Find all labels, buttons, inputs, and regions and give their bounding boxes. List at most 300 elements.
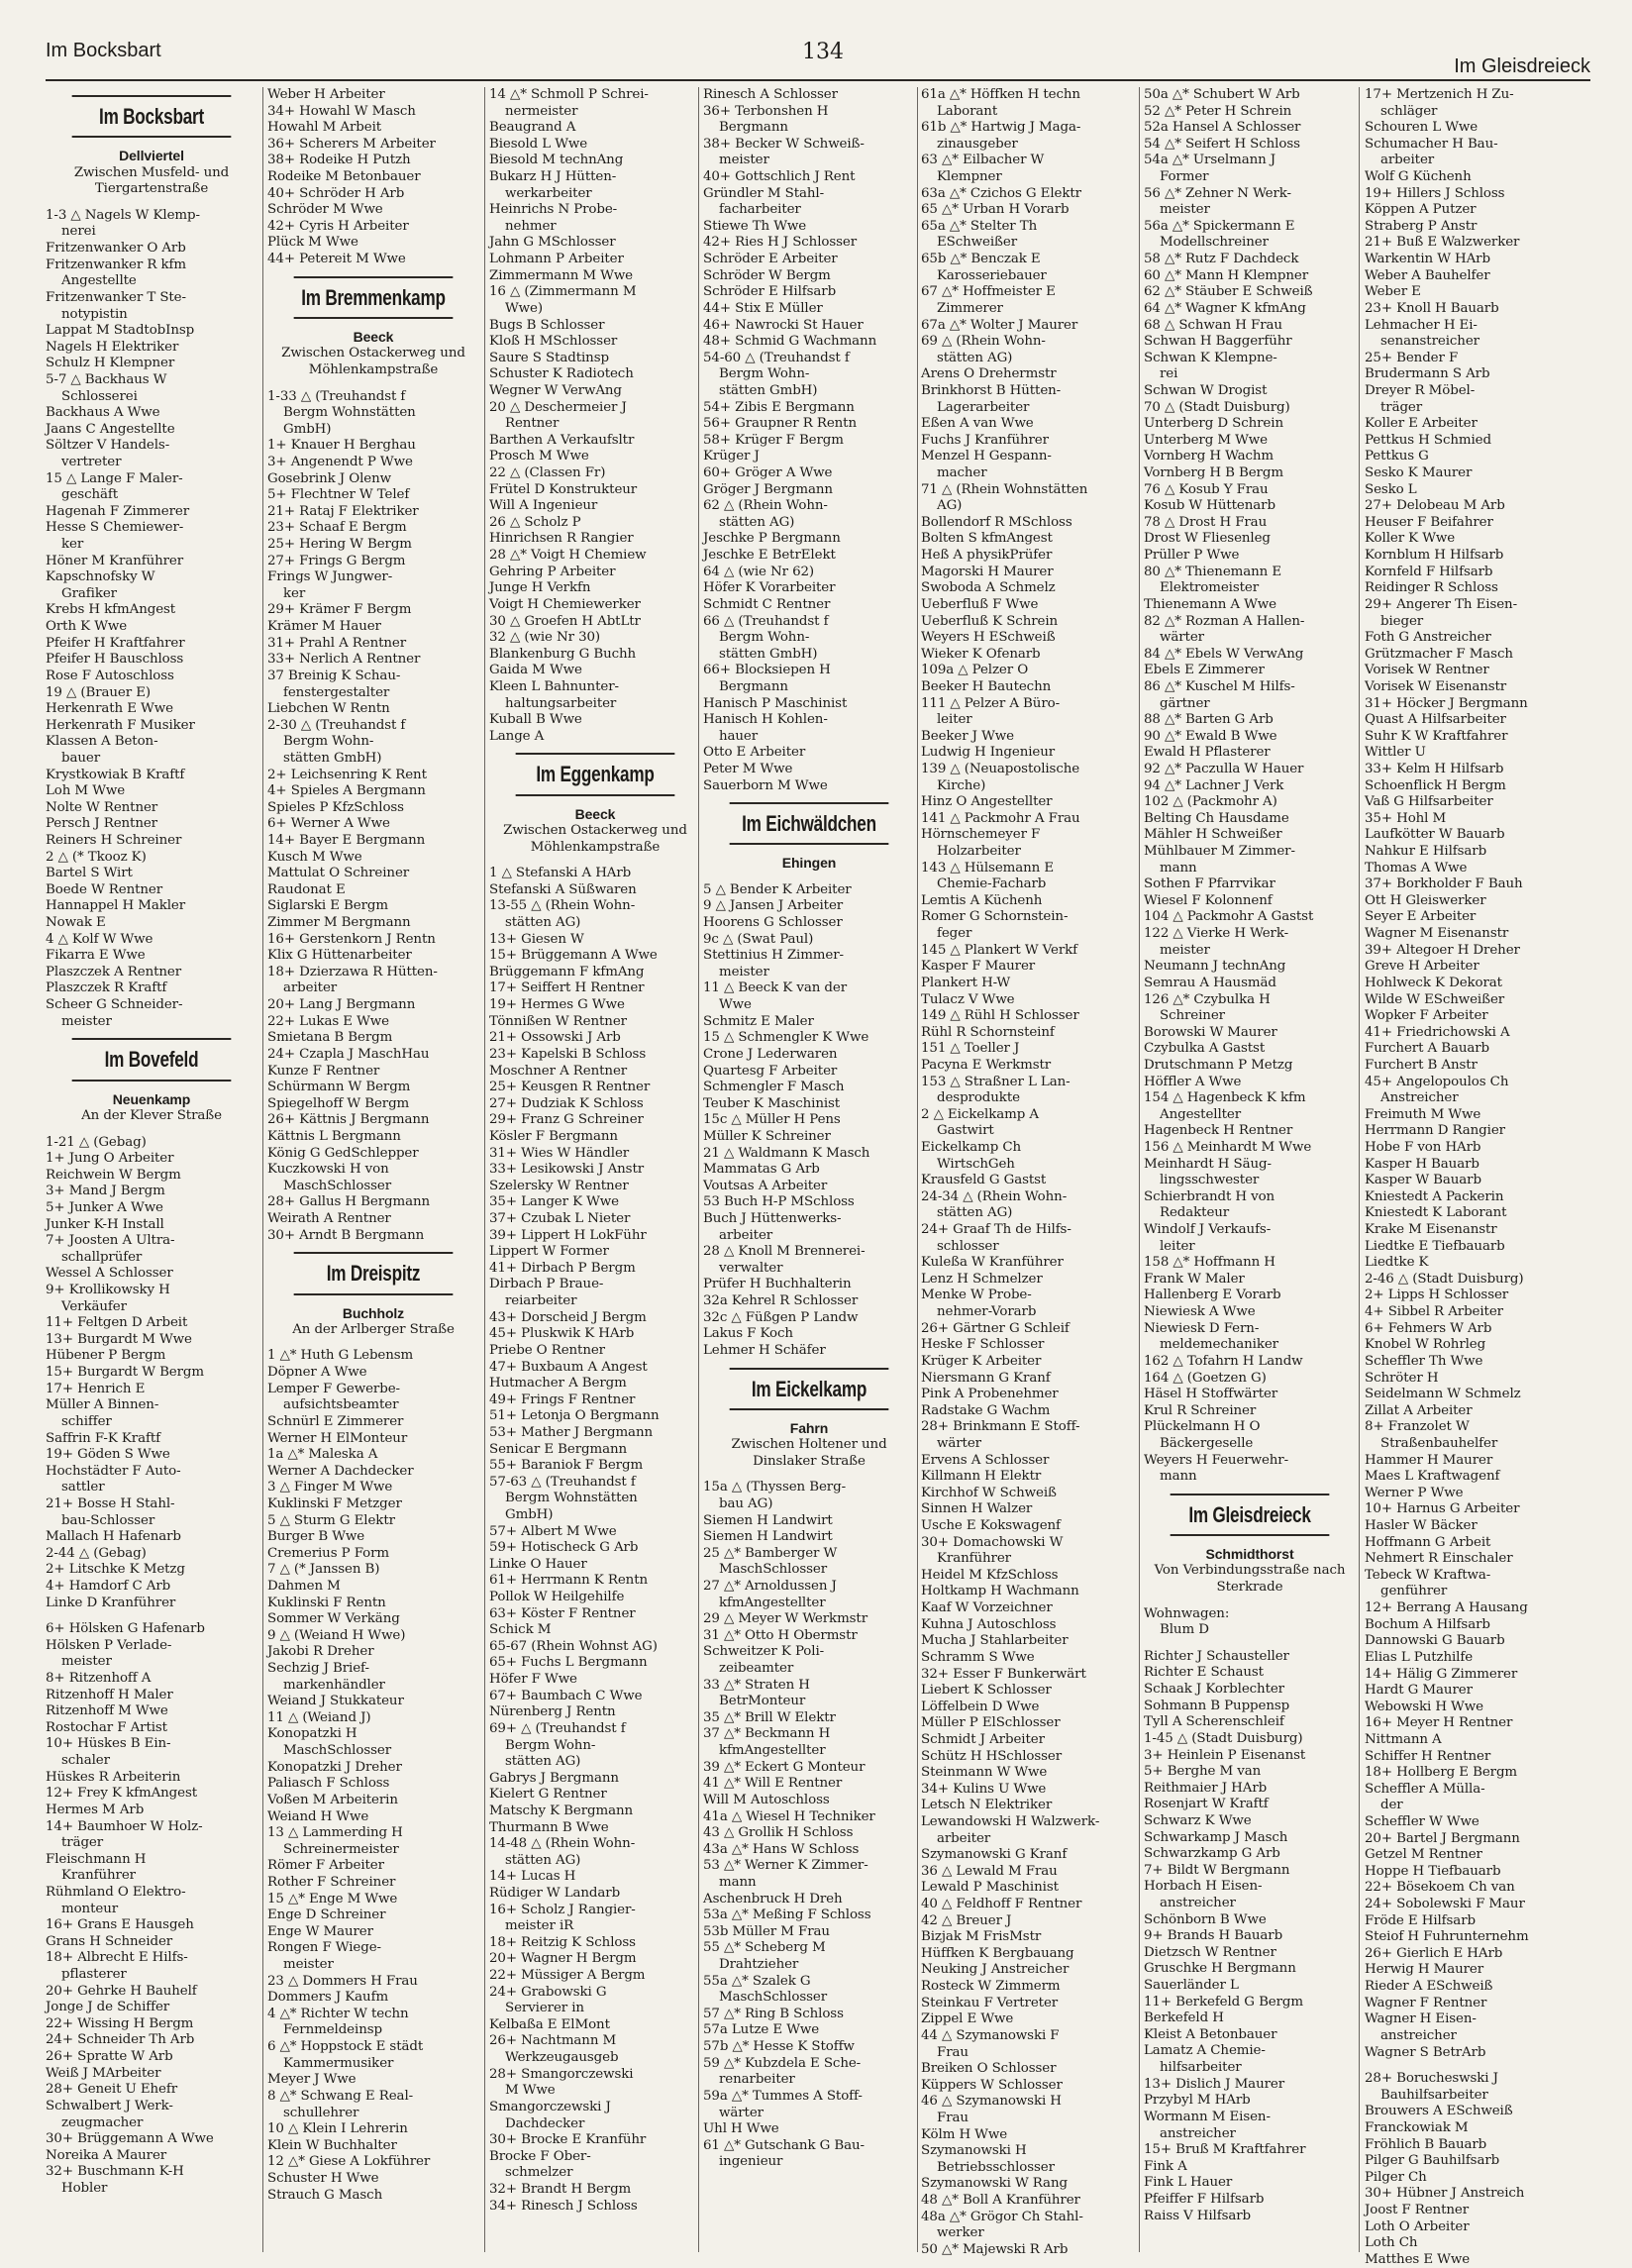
district-name: Buchholz <box>342 1304 405 1321</box>
resident-entry: 22+ Bösekoem Ch van <box>1365 1880 1515 1896</box>
resident-entry-continuation: meister <box>719 964 769 979</box>
resident-entry: Wessel A Schlosser <box>46 1266 173 1282</box>
resident-entry: Fröde E Hilfsarb <box>1365 1912 1476 1928</box>
resident-entry: Krüger J <box>703 449 760 464</box>
resident-entry: 41+ Friedrichowski A <box>1365 1024 1510 1040</box>
resident-entry: Vorisek W Eisenanstr <box>1365 678 1507 694</box>
resident-entry: Fleischmann H <box>46 1851 147 1867</box>
resident-entry: 21+ Rataj F Elektriker <box>267 503 419 519</box>
resident-entry: 143 △ Hülsemann E <box>921 860 1055 876</box>
resident-entry: 19+ Hermes G Wwe <box>489 997 625 1013</box>
resident-entry: 31 △* Otto H Obermstr <box>703 1627 858 1643</box>
resident-entry: Plaszczek R Kraftf <box>46 980 167 996</box>
resident-entry: Niewiesk D Fern- <box>1144 1320 1260 1336</box>
resident-entry: 23 △ Dommers H Frau <box>267 1973 418 1989</box>
resident-entry: 53 Buch H-P MSchloss <box>703 1194 855 1210</box>
resident-entry: Hochstädter F Auto- <box>46 1463 181 1479</box>
resident-entry-continuation: ker <box>283 585 306 601</box>
resident-entry: Sechzig J Brief- <box>267 1661 369 1677</box>
district-name: Fahrn <box>789 1419 829 1436</box>
resident-entry: 6+ Werner A Wwe <box>267 816 390 832</box>
resident-entry: Romer G Schornstein- <box>921 909 1069 925</box>
resident-entry: Prüller P Wwe <box>1144 548 1240 564</box>
resident-entry-continuation: aufsichtsbeamter <box>283 1397 399 1413</box>
resident-entry: 14+ Hälig G Zimmerer <box>1365 1666 1518 1682</box>
resident-entry: Hesse S Chemiewer- <box>46 520 184 536</box>
resident-entry: 149 △ Rühl H Schlosser <box>921 1008 1079 1024</box>
resident-entry: 3+ Mand J Bergm <box>46 1184 165 1199</box>
resident-entry: 39+ Lippert H LokFühr <box>489 1227 647 1243</box>
resident-entry-continuation: WirtschGeh <box>937 1156 1015 1172</box>
resident-entry: Franckowiak M <box>1365 2119 1469 2135</box>
resident-entry-continuation: stätten AG) <box>719 514 795 530</box>
resident-entry: 62 △* Stäuber E Schweiß <box>1144 284 1313 300</box>
resident-entry: Hasler W Bäcker <box>1365 1518 1478 1534</box>
spacer <box>703 873 915 882</box>
resident-entry: 33+ Lesikowski J Anstr <box>489 1162 645 1178</box>
resident-entry: Wieker K Ofenarb <box>921 646 1041 662</box>
resident-entry-continuation: Schreiner <box>1160 1008 1225 1024</box>
resident-entry: Quast A Hilfsarbeiter <box>1365 712 1506 728</box>
resident-entry: Döpner A Wwe <box>267 1365 367 1381</box>
resident-entry: 27+ Frings G Bergm <box>267 553 406 568</box>
column-4 <box>703 87 915 2252</box>
resident-entry: 51+ Letonja O Bergmann <box>489 1408 660 1424</box>
resident-entry: 15+ Brüggemann A Wwe <box>489 948 658 964</box>
resident-entry: 29+ Krämer F Bergm <box>267 602 412 618</box>
resident-entry: 24+ Graaf Th de Hilfs- <box>921 1222 1071 1238</box>
resident-entry: Römer F Arbeiter <box>267 1858 384 1874</box>
resident-entry: 10 △ Klein I Lehrerin <box>267 2121 408 2137</box>
resident-entry-continuation: AG) <box>937 498 963 514</box>
resident-entry: Scheer G Schneider- <box>46 997 183 1013</box>
resident-entry: Dreyer R Möbel- <box>1365 382 1476 398</box>
resident-entry: 46+ Nawrocki St Hauer <box>703 317 864 333</box>
resident-entry: Weiand H Wwe <box>267 1808 369 1824</box>
resident-entry: Wiesel F Kolonnenf <box>1144 892 1273 908</box>
resident-entry: Greve H Arbeiter <box>1365 959 1479 975</box>
column-divider <box>484 87 485 2252</box>
resident-entry: Kösler F Bergmann <box>489 1128 618 1144</box>
resident-entry: Ueberfluß F Wwe <box>921 596 1039 612</box>
resident-entry: 36 △ Lewald M Frau <box>921 1863 1058 1879</box>
resident-entry: 86 △* Kuschel M Hilfs- <box>1144 678 1295 694</box>
resident-entry: Rongen F Wiege- <box>267 1940 381 1956</box>
resident-entry: 56 △* Zehner N Werk- <box>1144 185 1291 201</box>
resident-entry: Siemen H Landwirt <box>703 1512 833 1528</box>
resident-entry: Fröhlich B Bauarb <box>1365 2136 1487 2152</box>
resident-entry: 69+ △ (Treuhandst f <box>489 1720 626 1736</box>
resident-entry: Lewald P Maschinist <box>921 1880 1059 1896</box>
resident-entry-continuation: gärtner <box>1160 695 1210 711</box>
resident-entry-continuation: meldemechaniker <box>1160 1337 1278 1353</box>
resident-entry: 24-34 △ (Rhein Wohn- <box>921 1188 1068 1204</box>
resident-entry: Kelbaßa E ElMont <box>489 2016 610 2032</box>
resident-entry: Dirbach P Braue- <box>489 1277 604 1292</box>
resident-entry: 32a Kehrel R Schlosser <box>703 1293 859 1309</box>
resident-entry: 42+ Ries H J Schlosser <box>703 235 858 251</box>
resident-entry: Holtkamp H Wachmann <box>921 1584 1079 1599</box>
resident-entry: Loh M Wwe <box>46 783 126 799</box>
resident-entry: 104 △ Packmohr A Gastst <box>1144 909 1314 925</box>
resident-entry: Przybyl M HArb <box>1144 2093 1251 2109</box>
resident-entry-continuation: MaschSchlosser <box>719 1990 828 2006</box>
resident-entry: Schürmann W Bergm <box>267 1080 411 1095</box>
resident-entry: Suhr K W Kraftfahrer <box>1365 728 1508 744</box>
resident-entry: Schröder E Arbeiter <box>703 252 838 267</box>
resident-entry: Getzel M Rentner <box>1365 1847 1482 1863</box>
resident-entry: 33+ Kelm H Hilfsarb <box>1365 761 1504 776</box>
resident-entry: 16 △ (Zimmermann M <box>489 284 637 300</box>
resident-entry: Bolten S kfmAngest <box>921 531 1053 547</box>
resident-entry-continuation: Holzarbeiter <box>937 844 1021 860</box>
spacer <box>46 1611 257 1621</box>
resident-entry: Strauch G Masch <box>267 2187 383 2203</box>
resident-entry: 3 △ Finger M Wwe <box>267 1480 393 1495</box>
resident-entry: Persch J Rentner <box>46 816 157 832</box>
resident-entry: Krul R Schreiner <box>1144 1402 1257 1418</box>
resident-entry: 24+ Schneider Th Arb <box>46 2032 195 2048</box>
column-3 <box>489 87 701 2252</box>
spacer <box>1365 2061 1588 2071</box>
resident-entry: 26+ Nachtmann M <box>489 2033 617 2049</box>
resident-entry: 63+ Köster F Rentner <box>489 1605 636 1621</box>
resident-entry-continuation: Bergm Wohn- <box>719 630 810 646</box>
resident-entry-continuation: meister iR <box>505 1918 574 1934</box>
resident-entry: 32 △ (wie Nr 30) <box>489 630 601 646</box>
resident-entry: Hübener P Bergm <box>46 1348 166 1364</box>
resident-entry: Enge W Maurer <box>267 1923 373 1939</box>
resident-entry: Kosub W Hüttenarb <box>1144 498 1275 514</box>
resident-entry: 41+ Dirbach P Bergm <box>489 1260 636 1276</box>
resident-entry: 151 △ Toeller J <box>921 1041 1020 1057</box>
resident-entry: Schick M <box>489 1622 552 1638</box>
resident-entry: 61 △* Gutschank G Bau- <box>703 2137 865 2153</box>
resident-entry: Ritzenhoff H Maler <box>46 1687 173 1702</box>
resident-entry: 28+ Brinkmann E Stoff- <box>921 1419 1080 1435</box>
resident-entry: 1a △* Maleska A <box>267 1447 378 1463</box>
resident-entry: Barthen A Verkaufsltr <box>489 432 635 448</box>
resident-entry: Szymanowski H <box>921 2143 1027 2159</box>
resident-entry: Beaugrand A <box>489 120 576 136</box>
resident-entry: Pfeifer H Bauschloss <box>46 652 184 668</box>
resident-entry: Schröder M Wwe <box>267 202 383 218</box>
resident-entry: 61a △* Höffken H techn <box>921 87 1080 102</box>
resident-entry-continuation: GmbH) <box>505 1506 554 1522</box>
resident-entry: Rosenjart W Kraftf <box>1144 1797 1269 1812</box>
resident-entry: Magorski H Maurer <box>921 564 1054 579</box>
resident-entry: Dahmen M <box>267 1579 341 1594</box>
resident-entry: 28+ Borucheswski J <box>1365 2071 1498 2087</box>
resident-entry: 5 △ Bender K Arbeiter <box>703 881 852 897</box>
resident-entry: Dommers J Kaufm <box>267 1990 389 2006</box>
resident-entry: 55+ Baraniok F Bergm <box>489 1458 644 1474</box>
resident-entry: Hohlweck K Dekorat <box>1365 975 1502 990</box>
spacer <box>46 198 257 208</box>
resident-entry-continuation: anstreicher <box>1160 2125 1236 2141</box>
resident-entry: 1+ Jung O Arbeiter <box>46 1151 174 1167</box>
resident-entry: Gabrys J Bergmann <box>489 1770 619 1786</box>
resident-entry: Biesold L Wwe <box>489 136 588 152</box>
column-7 <box>1365 87 1588 2267</box>
resident-entry: Hermes M Arb <box>46 1802 145 1817</box>
resident-entry: Fritzenwanker T Ste- <box>46 289 186 305</box>
resident-entry: Menke W Probe- <box>921 1288 1032 1303</box>
resident-entry: Quartesg F Arbeiter <box>703 1063 838 1079</box>
resident-entry: 2-46 △ (Stadt Duisburg) <box>1365 1271 1524 1287</box>
resident-entry: Pettkus H Schmied <box>1365 432 1491 448</box>
resident-entry: Schouren L Wwe <box>1365 120 1479 136</box>
resident-entry: 22+ Lukas E Wwe <box>267 1013 389 1029</box>
resident-entry: 37+ Czubak L Nieter <box>489 1211 631 1227</box>
resident-entry-continuation: Straßenbauhelfer <box>1380 1435 1498 1451</box>
column-divider <box>1139 87 1140 2252</box>
resident-entry-continuation: vertreter <box>61 454 122 469</box>
resident-entry: 4+ Spieles A Bergmann <box>267 783 426 799</box>
resident-entry: Pfeiffer F Hilfsarb <box>1144 2191 1265 2207</box>
resident-entry: 8+ Franzolet W <box>1365 1419 1470 1435</box>
resident-entry-continuation: stätten GmbH) <box>719 382 818 398</box>
resident-entry: Fritzenwanker R kfm <box>46 257 186 272</box>
resident-entry: Teuber K Maschinist <box>703 1095 841 1111</box>
resident-entry: 27 △* Arnoldussen J <box>703 1579 837 1594</box>
resident-entry: Liebert K Schlosser <box>921 1683 1052 1699</box>
resident-entry: Heske F Schlosser <box>921 1337 1045 1353</box>
resident-entry: Heinrichs N Probe- <box>489 202 618 218</box>
resident-entry: 61+ Herrmann K Rentn <box>489 1573 649 1589</box>
resident-entry: Lange A <box>489 728 545 744</box>
page-number: 134 <box>802 40 844 64</box>
resident-entry: Weber A Bauhelfer <box>1365 267 1490 283</box>
resident-entry: 45+ Angelopoulos Ch <box>1365 1074 1509 1089</box>
resident-entry: Lehmer H Schäfer <box>703 1342 826 1358</box>
resident-entry: Krausfeld G Gastst <box>921 1173 1047 1188</box>
resident-entry: Plaszczek A Rentner <box>46 964 182 979</box>
resident-entry: Heß A physikPrüfer <box>921 548 1053 564</box>
resident-entry: Fuchs J Kranführer <box>921 432 1049 448</box>
street-location-note: Zwischen Ostackerweg und Möhlenkampstraße <box>503 823 687 855</box>
resident-entry: Köppen A Putzer <box>1365 202 1477 218</box>
resident-entry-continuation: der <box>1380 1798 1403 1813</box>
resident-entry: Otto E Arbeiter <box>703 745 806 761</box>
resident-entry: Lamatz A Chemie- <box>1144 2043 1266 2059</box>
resident-entry: Krüger K Arbeiter <box>921 1353 1042 1369</box>
resident-entry: 68 △ Schwan H Frau <box>1144 317 1282 333</box>
resident-entry: Hanisch H Kohlen- <box>703 712 828 728</box>
resident-entry: 23+ Schaaf E Bergm <box>267 520 407 536</box>
resident-entry: Webowski H Wwe <box>1365 1699 1483 1714</box>
resident-entry: Zimmer M Bergmann <box>267 915 411 931</box>
resident-entry: 14+ Bayer E Bergmann <box>267 833 426 848</box>
resident-entry-continuation: Angestellte <box>61 273 137 289</box>
resident-entry: Häsel H Stoffwärter <box>1144 1387 1278 1402</box>
resident-entry: 53 △* Werner K Zimmer- <box>703 1858 868 1874</box>
resident-entry: Buch J Hüttenwerks- <box>703 1211 842 1227</box>
resident-entry: 43 △ Grollik H Schloss <box>703 1825 854 1841</box>
street-heading: Im Bovefeld <box>72 1038 232 1081</box>
resident-entry: Gaida M Wwe <box>489 663 582 678</box>
resident-entry: Kölm H Wwe <box>921 2126 1008 2142</box>
resident-entry: 56+ Graupner R Rentn <box>703 416 857 432</box>
resident-entry: Smietana B Bergm <box>267 1030 393 1046</box>
resident-entry: 94 △* Lachner J Verk <box>1144 777 1284 793</box>
resident-entry-continuation: Kranführer <box>61 1868 136 1884</box>
resident-entry-continuation: stätten AG) <box>937 350 1013 365</box>
resident-entry: 92 △* Paczulla W Hauer <box>1144 761 1304 776</box>
resident-entry: Wilde W ESchweißer <box>1365 991 1505 1007</box>
resident-entry: Kniestedt A Packerin <box>1365 1188 1504 1204</box>
resident-entry: 44+ Petereit M Wwe <box>267 252 406 267</box>
resident-entry: Bugs B Schlosser <box>489 317 605 333</box>
resident-entry: Jaans C Angestellte <box>46 421 175 437</box>
resident-entry-continuation: arbeiter <box>719 1227 773 1243</box>
resident-entry: 16+ Scholz J Rangier- <box>489 1902 636 1917</box>
resident-entry: Plück M Wwe <box>267 235 358 251</box>
resident-entry: 26+ Gärtner G Schleif <box>921 1320 1070 1336</box>
resident-entry: Brüggemann F kfmAng <box>489 964 645 979</box>
resident-entry: 30+ Domachowski W <box>921 1534 1064 1550</box>
resident-entry: Weyers H Feuerwehr- <box>1144 1452 1289 1468</box>
district-name: Beeck <box>353 328 394 345</box>
resident-entry: Noreika A Maurer <box>46 2147 167 2163</box>
resident-entry: Horbach H Eisen- <box>1144 1879 1263 1895</box>
resident-entry: Thurmann B Wwe <box>489 1819 609 1835</box>
resident-entry: Schröder E Hilfsarb <box>703 284 837 300</box>
resident-entry: Grützmacher F Masch <box>1365 646 1513 662</box>
resident-entry: 11 △ (Weiand J) <box>267 1709 371 1725</box>
resident-entry: 66 △ (Treuhandst f <box>703 613 829 629</box>
resident-entry: Prosch M Wwe <box>489 449 589 464</box>
resident-entry: Krebs H kfmAngest <box>46 602 176 618</box>
resident-entry-continuation: Chemie-Facharb <box>937 876 1047 892</box>
resident-entry: 15 △ Schmengler K Wwe <box>703 1030 869 1046</box>
resident-entry-continuation: meister <box>719 153 769 168</box>
resident-entry: Hinrichsen R Rangier <box>489 531 634 547</box>
resident-entry: Hölsken P Verlade- <box>46 1637 172 1653</box>
resident-entry: 156 △ Meinhardt M Wwe <box>1144 1140 1312 1155</box>
resident-entry-continuation: stätten AG) <box>505 1852 581 1868</box>
resident-entry: 55a △* Szalek G <box>703 1973 811 1989</box>
resident-entry: Kuklinski F Metzger <box>267 1495 402 1511</box>
resident-entry: Pilger G Bauhilfsarb <box>1365 2153 1500 2169</box>
resident-entry: 30 △ Groefen H AbtLtr <box>489 613 641 629</box>
district-name: Beeck <box>574 805 616 822</box>
resident-entry: 22+ Wissing H Bergm <box>46 2015 194 2031</box>
resident-entry: Saffrin F-K Kraftf <box>46 1430 160 1446</box>
resident-entry: Reithmaier J HArb <box>1144 1780 1268 1796</box>
resident-entry: Kapschnofsky W <box>46 569 155 585</box>
resident-entry-continuation: Zimmerer <box>937 300 1003 316</box>
resident-entry: Weirath A Rentner <box>267 1211 391 1227</box>
resident-entry: 23+ Kapelski B Schloss <box>489 1046 647 1062</box>
resident-entry-continuation: Blum D <box>1160 1622 1209 1638</box>
resident-entry-continuation: anstreicher <box>1380 2027 1457 2043</box>
resident-entry: Letsch N Elektriker <box>921 1798 1053 1813</box>
resident-entry: Voßen M Arbeiterin <box>267 1792 398 1807</box>
resident-entry: 50 △* Majewski R Arb <box>921 2241 1069 2257</box>
resident-entry: 35+ Langer K Wwe <box>489 1194 619 1210</box>
resident-entry: Uhl H Wwe <box>703 2121 779 2137</box>
resident-entry-continuation: träger <box>1380 399 1423 415</box>
resident-entry-continuation: stätten AG) <box>505 1754 581 1770</box>
resident-entry: Weyers H ESchweiß <box>921 630 1056 646</box>
resident-entry: 1-45 △ (Stadt Duisburg) <box>1144 1730 1303 1746</box>
resident-entry: Vornberg H B Bergm <box>1144 465 1283 481</box>
resident-entry: Hoffmann G Arbeit <box>1365 1534 1491 1550</box>
column-divider <box>698 87 699 2252</box>
resident-entry: Tönnißen W Rentner <box>489 1013 627 1029</box>
resident-entry-continuation: Karosseriebauer <box>937 267 1047 283</box>
resident-entry: Höner M Kranführer <box>46 553 184 568</box>
resident-entry: Kniestedt K Laborant <box>1365 1205 1507 1221</box>
resident-entry: 21 △ Waldmann K Masch <box>703 1145 870 1161</box>
resident-entry: Sauerländer L <box>1144 1978 1239 1994</box>
resident-entry: Schmidt J Arbeiter <box>921 1731 1045 1747</box>
resident-entry: 9+ Brands H Bauarb <box>1144 1928 1283 1944</box>
resident-entry: 12 △* Giese A Lokführer <box>267 2154 431 2170</box>
resident-entry: Loth Ch <box>1365 2235 1418 2251</box>
resident-entry-continuation: schullehrer <box>283 2105 359 2120</box>
resident-entry: 8+ Ritzenhoff A <box>46 1671 152 1687</box>
resident-entry: 6+ Hölsken G Hafenarb <box>46 1621 205 1637</box>
street-location-note: An der Klever Straße <box>81 1107 222 1123</box>
resident-entry: Hagenah F Zimmerer <box>46 503 190 519</box>
resident-entry: 1 △* Huth G Lebensm <box>267 1348 414 1364</box>
resident-entry: Kleist A Betonbauer <box>1144 2026 1277 2042</box>
resident-entry: Wohnwagen: <box>1144 1605 1230 1621</box>
resident-entry: 11+ Feltgen D Arbeit <box>46 1315 188 1331</box>
resident-entry: Pacyna E Werkmstr <box>921 1057 1052 1073</box>
resident-entry: 28+ Gallus H Bergmann <box>267 1194 431 1210</box>
column-1 <box>46 87 257 2252</box>
resident-entry-continuation: nerei <box>61 224 96 240</box>
resident-entry: Frings W Jungwer- <box>267 569 393 585</box>
resident-entry: Matthes E Wwe <box>1365 2251 1471 2267</box>
resident-entry: 44 △ Szymanowski F <box>921 2027 1060 2043</box>
running-header-left: Im Bocksbart <box>46 40 161 61</box>
resident-entry: 34+ Howahl W Masch <box>267 103 416 119</box>
resident-entry: 65+ Fuchs L Bergmann <box>489 1655 648 1671</box>
resident-entry: 67+ Baumbach C Wwe <box>489 1688 643 1703</box>
resident-entry-continuation: Betriebsschlosser <box>937 2159 1055 2175</box>
resident-entry: Brinkhorst B Hütten- <box>921 382 1062 398</box>
resident-entry: 15 △ Lange F Maler- <box>46 470 183 486</box>
resident-entry: Spiegelhoff W Bergm <box>267 1095 410 1111</box>
resident-entry: Raudonat E <box>267 881 346 897</box>
resident-entry: Meyer J Wwe <box>267 2072 357 2088</box>
resident-entry-continuation: Redakteur <box>1160 1205 1230 1221</box>
resident-entry: Elias L Putzhilfe <box>1365 1649 1474 1665</box>
resident-entry: König G GedSchlepper <box>267 1145 419 1161</box>
resident-entry: 16+ Meyer H Rentner <box>1365 1715 1513 1731</box>
resident-entry: Hardt G Maurer <box>1365 1683 1473 1699</box>
resident-entry-continuation: Anstreicher <box>1380 1090 1459 1106</box>
resident-entry: 57-63 △ (Treuhandst f <box>489 1474 636 1490</box>
resident-entry: 37 △* Beckmann H <box>703 1726 831 1742</box>
resident-entry: Kielert G Rentner <box>489 1787 607 1803</box>
resident-entry: 7+ Joosten A Ultra- <box>46 1233 175 1249</box>
resident-entry: Junker K-H Install <box>46 1216 164 1232</box>
resident-entry: Wormann M Eisen- <box>1144 2109 1271 2124</box>
resident-entry: 24+ Sobolewski F Maur <box>1365 1897 1525 1912</box>
resident-entry: 37 Breinig K Schau- <box>267 668 401 683</box>
resident-entry: 80 △* Thienemann E <box>1144 564 1282 579</box>
resident-entry-continuation: Bäckergeselle <box>1160 1435 1254 1451</box>
resident-entry: Schwan W Drogist <box>1144 382 1268 398</box>
resident-entry: Schuster K Radiotech <box>489 366 634 382</box>
resident-entry: 32+ Brandt H Bergm <box>489 2181 632 2197</box>
resident-entry: 14+ Baumhoer W Holz- <box>46 1818 203 1834</box>
